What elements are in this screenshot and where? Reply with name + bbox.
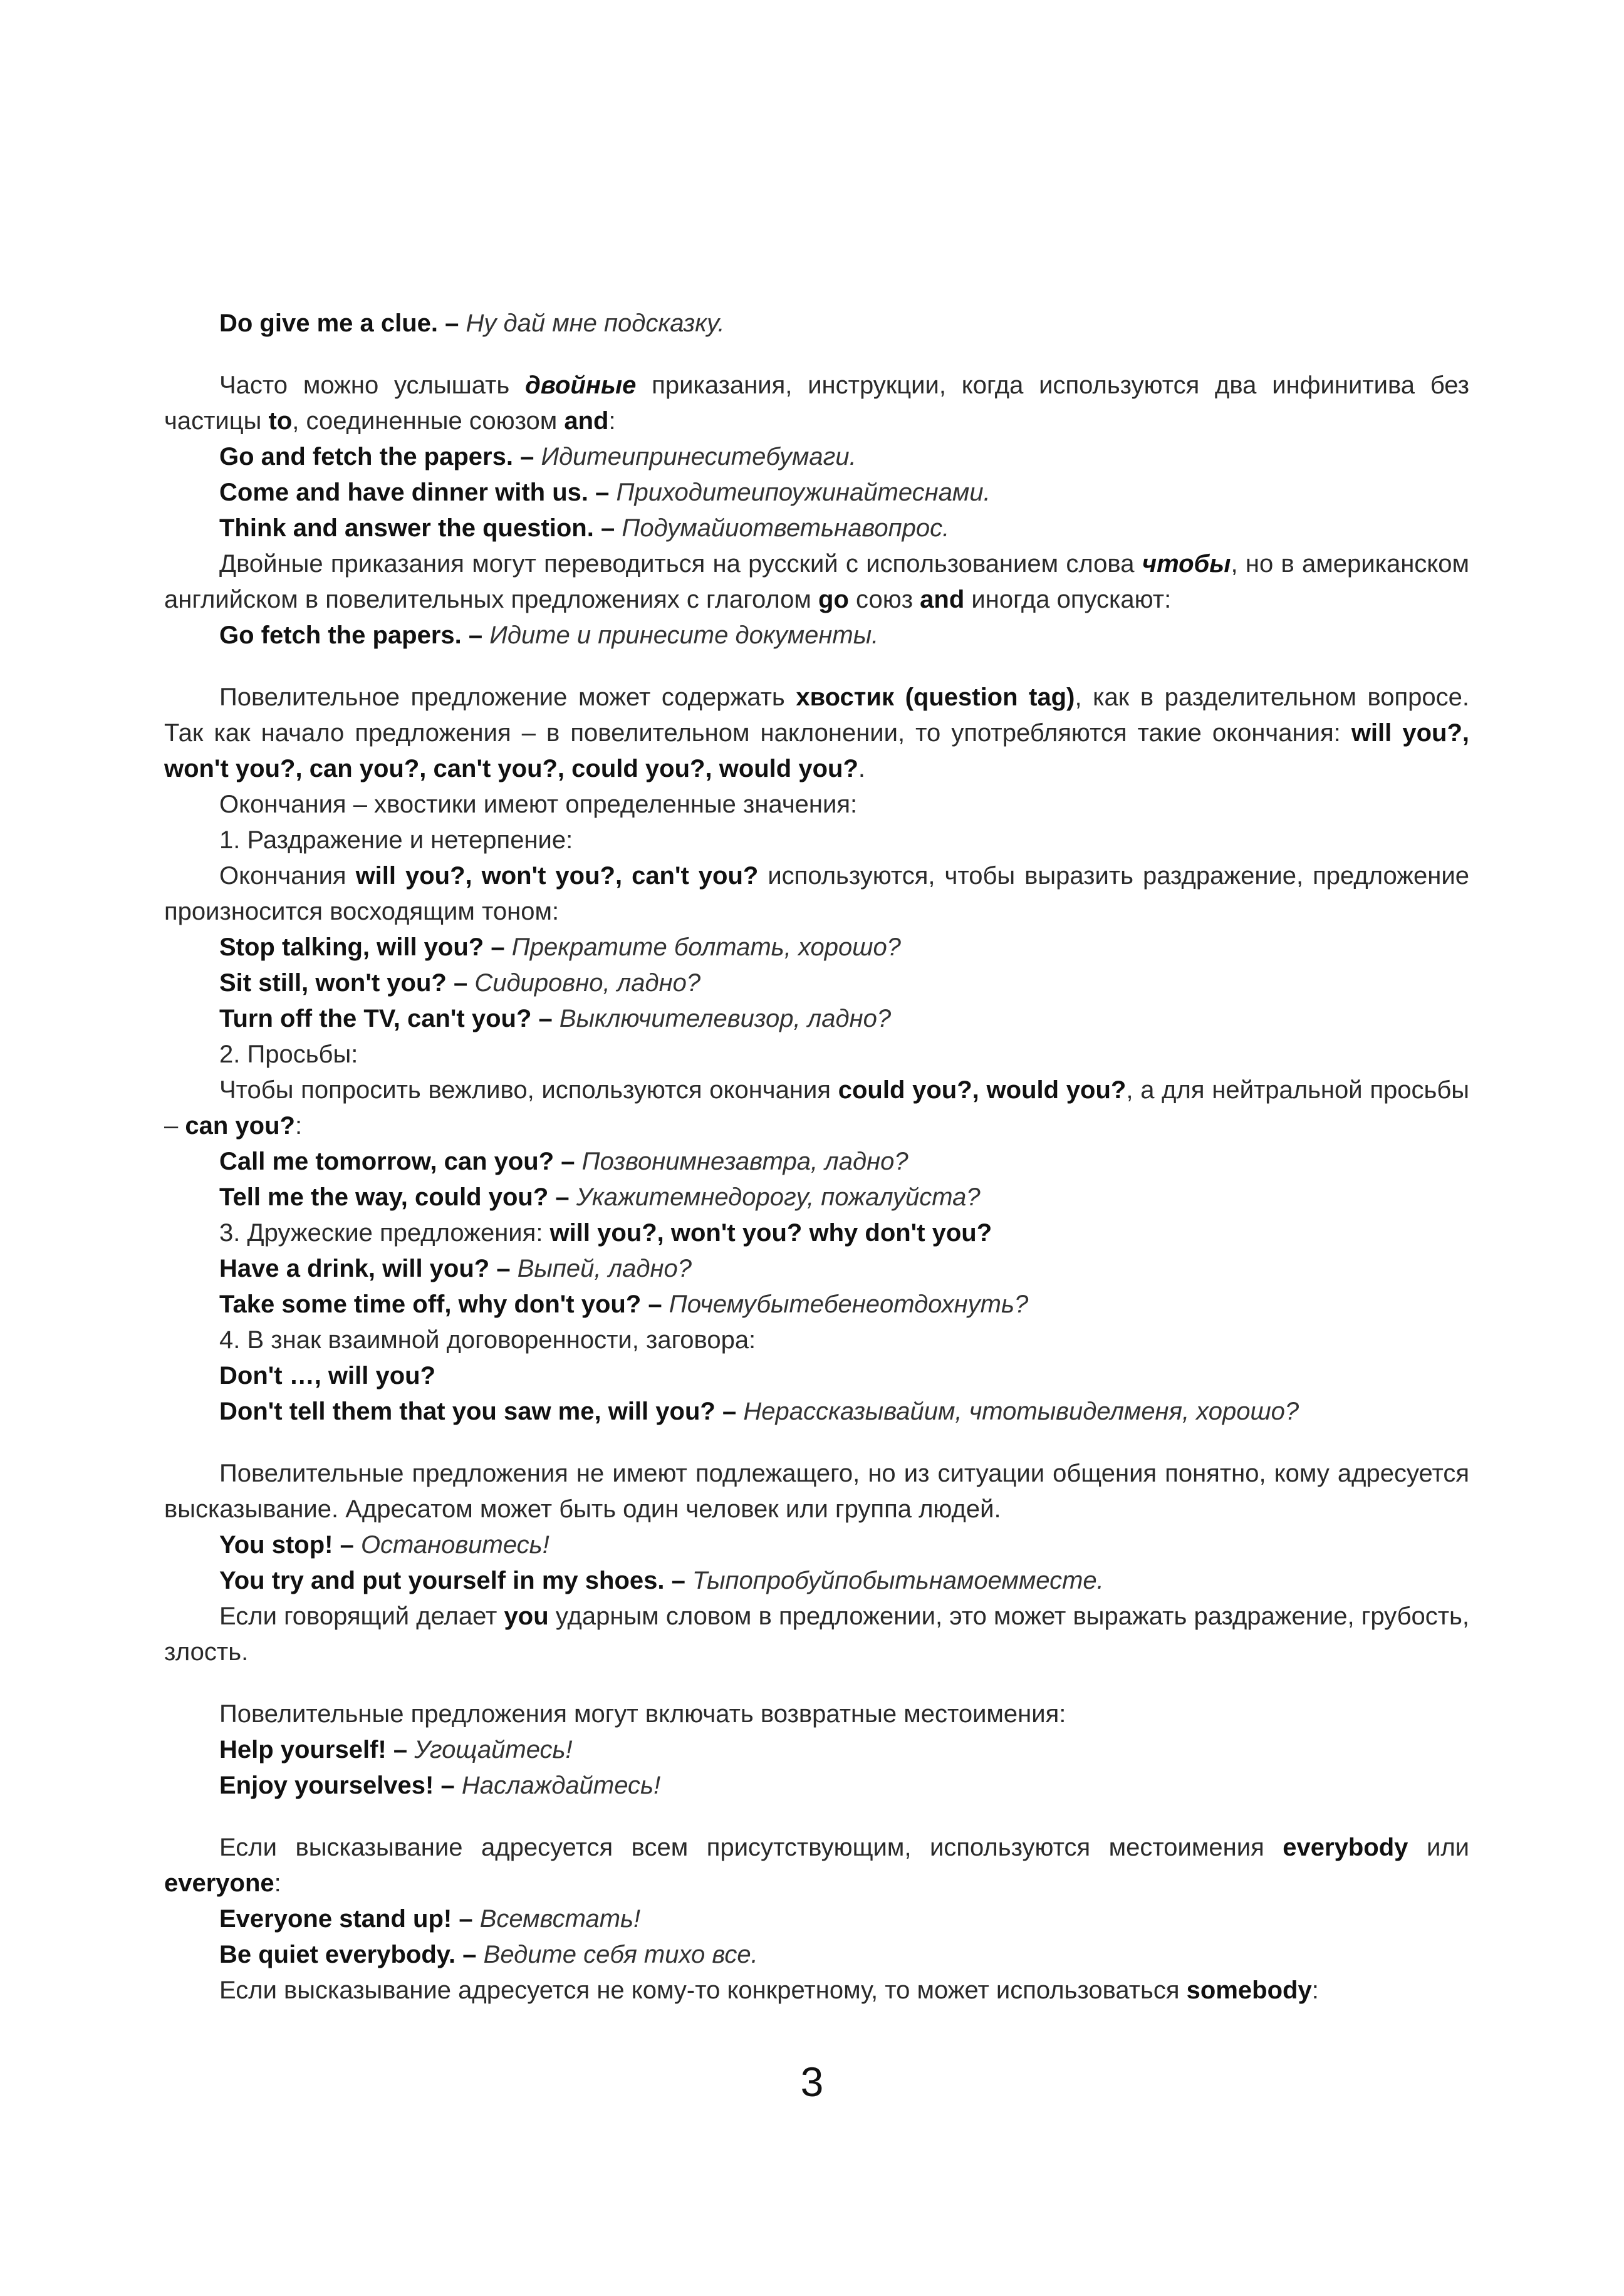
- dash: –: [664, 1567, 692, 1594]
- russian-translation: Сидировно, ладно?: [474, 969, 701, 997]
- paragraph-gap: [164, 653, 1469, 680]
- dash: –: [386, 1736, 415, 1764]
- paragraph-text: Если высказывание адресуется всем присутствующим, используются местоимения: [219, 1834, 1283, 1861]
- emphasized-term: can you?: [185, 1112, 295, 1140]
- paragraph-text: , как в разделительном вопросе. Так как начало предложения – в повелительном наклонении, то употребляются такие окончания:: [164, 683, 1470, 747]
- dash: –: [461, 621, 490, 649]
- emphasized-term: could you?, would you?: [838, 1076, 1127, 1104]
- example-sentence: [164, 511, 1469, 546]
- paragraph-text: Окончания – хвостики имеют определенные значения:: [219, 791, 858, 818]
- body-paragraph: [164, 1830, 1469, 1901]
- english-example: Take some time off, why don't you?: [219, 1291, 642, 1318]
- english-example: Enjoy yourselves!: [219, 1772, 434, 1799]
- dash: –: [489, 1255, 518, 1282]
- english-example: Don't …, will you?: [219, 1362, 436, 1390]
- example-sentence: [164, 475, 1469, 511]
- english-example: You stop!: [219, 1531, 333, 1559]
- english-example: Go fetch the papers.: [219, 621, 462, 649]
- body-paragraph: [164, 823, 1469, 858]
- paragraph-text: ударным словом в предложении, это может выражать раздражение, грубость, злость.: [164, 1603, 1469, 1666]
- emphasized-term: хвостик (question tag): [796, 683, 1075, 711]
- example-sentence: [164, 1527, 1469, 1563]
- emphasized-term: чтобы: [1142, 550, 1231, 578]
- dash: –: [446, 969, 475, 997]
- paragraph-text: Повелительные предложения могут включать возвратные местоимения:: [219, 1700, 1066, 1728]
- example-sentence: [164, 1001, 1469, 1037]
- body-paragraph: [164, 546, 1469, 618]
- russian-translation: Остановитесь!: [360, 1531, 549, 1559]
- english-example: Turn off the TV, can't you?: [219, 1005, 532, 1032]
- example-sentence: [164, 1732, 1469, 1768]
- russian-translation: Выключителевизор, ладно?: [559, 1005, 892, 1032]
- example-sentence: [164, 965, 1469, 1001]
- paragraph-text: 1. Раздражение и нетерпение:: [219, 826, 573, 854]
- body-paragraph: [164, 680, 1469, 787]
- english-example: Help yourself!: [219, 1736, 387, 1764]
- paragraph-text: Если высказывание адресуется не кому-то конкретному, то может использоваться: [219, 1977, 1187, 2004]
- dash: –: [434, 1772, 462, 1799]
- paragraph-text: , соединенные союзом: [292, 407, 565, 435]
- body-paragraph: [164, 858, 1469, 930]
- emphasized-term: and: [920, 586, 965, 613]
- example-sentence: [164, 1563, 1469, 1599]
- emphasized-term: will you?, won't you? why don't you?: [549, 1219, 992, 1247]
- paragraph-text: :: [274, 1869, 281, 1897]
- russian-translation: Ну дай мне подсказку.: [466, 309, 725, 337]
- emphasized-term: will you?, won't you?, can't you?: [355, 862, 759, 890]
- paragraph-text: Повелительное предложение может содержать: [219, 683, 796, 711]
- paragraph-text: или: [1408, 1834, 1469, 1861]
- body-paragraph: [164, 1599, 1469, 1670]
- emphasized-term: go: [818, 586, 849, 613]
- example-sentence: [164, 1358, 1469, 1394]
- english-example: Have a drink, will you?: [219, 1255, 490, 1282]
- paragraph-text: 3. Дружеские предложения:: [219, 1219, 550, 1247]
- russian-translation: Идитеипринеситебумаги.: [541, 443, 856, 470]
- example-sentence: [164, 1768, 1469, 1804]
- paragraph-gap: [164, 1804, 1469, 1830]
- page-number: 3: [800, 2059, 824, 2105]
- paragraph-text: Двойные приказания могут переводиться на русский с использованием слова: [219, 550, 1142, 578]
- example-sentence: [164, 1180, 1469, 1215]
- body-paragraph: [164, 1973, 1469, 2008]
- example-sentence: [164, 618, 1469, 653]
- dash: –: [484, 933, 512, 961]
- english-example: Call me tomorrow, can you?: [219, 1148, 554, 1175]
- english-example: Come and have dinner with us.: [219, 479, 588, 506]
- example-sentence: [164, 1287, 1469, 1322]
- document-page: [164, 306, 1469, 2008]
- russian-translation: Ведите себя тихо все.: [483, 1941, 758, 1968]
- paragraph-text: союз: [848, 586, 920, 613]
- emphasized-term: you: [504, 1603, 549, 1630]
- example-sentence: [164, 306, 1469, 341]
- russian-translation: Укажитемнедорогу, пожалуйста?: [576, 1183, 981, 1211]
- russian-translation: Выпей, ладно?: [517, 1255, 692, 1282]
- emphasized-term: to: [268, 407, 293, 435]
- dash: –: [455, 1941, 484, 1968]
- paragraph-text: Часто можно услышать: [219, 371, 526, 399]
- paragraph-text: .: [858, 755, 866, 782]
- paragraph-text: Повелительные предложения не имеют подлежащего, но из ситуации общения понятно, кому адресуется высказывание. Адресатом может быть один человек или группа людей.: [164, 1460, 1469, 1523]
- russian-translation: Всемвстать!: [479, 1905, 641, 1933]
- english-example: Go and fetch the papers.: [219, 443, 513, 470]
- dash: –: [593, 514, 622, 542]
- dash: –: [548, 1183, 576, 1211]
- paragraph-text: 4. В знак взаимной договоренности, заговора:: [219, 1326, 756, 1354]
- emphasized-term: everybody: [1283, 1834, 1408, 1861]
- english-example: Stop talking, will you?: [219, 933, 484, 961]
- russian-translation: Приходитеипоужинайтеснами.: [616, 479, 991, 506]
- dash: –: [588, 479, 617, 506]
- paragraph-text: :: [294, 1112, 303, 1140]
- example-sentence: [164, 1394, 1469, 1430]
- example-sentence: [164, 1937, 1469, 1973]
- emphasized-term: двойные: [525, 371, 637, 399]
- dash: –: [554, 1148, 582, 1175]
- body-paragraph: [164, 1696, 1469, 1732]
- russian-translation: Идите и принесите документы.: [489, 621, 879, 649]
- paragraph-text: приказания, инструкции, когда используются два инфинитива без частицы: [164, 371, 1469, 435]
- example-sentence: [164, 930, 1469, 965]
- russian-translation: Почемубытебенеотдохнуть?: [669, 1291, 1029, 1318]
- body-paragraph: [164, 1322, 1469, 1358]
- emphasized-term: somebody: [1186, 1977, 1312, 2004]
- english-example: Tell me the way, could you?: [219, 1183, 549, 1211]
- body-paragraph: [164, 1215, 1469, 1251]
- paragraph-text: иногда опускают:: [964, 586, 1172, 613]
- example-sentence: [164, 1901, 1469, 1937]
- paragraph-text: используются, чтобы выразить раздражение, предложение произносится восходящим тоном:: [164, 862, 1469, 925]
- paragraph-text: 2. Просьбы:: [219, 1041, 358, 1068]
- body-paragraph: [164, 787, 1469, 823]
- paragraph-gap: [164, 1430, 1469, 1456]
- body-paragraph: [164, 1037, 1469, 1073]
- russian-translation: Угощайтесь!: [414, 1736, 573, 1764]
- dash: –: [513, 443, 541, 470]
- paragraph-text: :: [1311, 1977, 1319, 2004]
- paragraph-text: :: [608, 407, 616, 435]
- english-example: You try and put yourself in my shoes.: [219, 1567, 665, 1594]
- emphasized-term: and: [564, 407, 609, 435]
- paragraph-text: Чтобы попросить вежливо, используются окончания: [219, 1076, 838, 1104]
- paragraph-text: , но в американском английском в повелительных предложениях с глаголом: [164, 550, 1469, 613]
- paragraph-text: Если говорящий делает: [219, 1603, 504, 1630]
- english-example: Be quiet everybody.: [219, 1941, 456, 1968]
- paragraph-gap: [164, 1670, 1469, 1696]
- english-example: Think and answer the question.: [219, 514, 594, 542]
- paragraph-gap: [164, 341, 1469, 368]
- russian-translation: Прекратите болтать, хорошо?: [511, 933, 901, 961]
- dash: –: [333, 1531, 361, 1559]
- dash: –: [531, 1005, 560, 1032]
- example-sentence: [164, 1251, 1469, 1287]
- russian-translation: Наслаждайтесь!: [461, 1772, 661, 1799]
- dash: –: [641, 1291, 669, 1318]
- paragraph-text: , а для нейтральной просьбы –: [164, 1076, 1470, 1140]
- body-paragraph: [164, 1073, 1469, 1144]
- example-sentence: [164, 1144, 1469, 1180]
- russian-translation: Нерассказывайим, чтотывиделменя, хорошо?: [743, 1398, 1299, 1425]
- english-example: Don't tell them that you saw me, will you?: [219, 1398, 716, 1425]
- body-paragraph: [164, 368, 1469, 439]
- english-example: Sit still, won't you?: [219, 969, 447, 997]
- russian-translation: Подумайиответьнавопрос.: [622, 514, 950, 542]
- body-paragraph: [164, 1456, 1469, 1527]
- english-example: Do give me a clue.: [219, 309, 439, 337]
- english-example: Everyone stand up!: [219, 1905, 452, 1933]
- dash: –: [438, 309, 466, 337]
- example-sentence: [164, 439, 1469, 475]
- dash: –: [452, 1905, 480, 1933]
- dash: –: [715, 1398, 744, 1425]
- emphasized-term: everyone: [164, 1869, 274, 1897]
- paragraph-text: Окончания: [219, 862, 356, 890]
- emphasized-term: will you?, won't you?, can you?, can't you?, could you?, would you?: [164, 719, 1470, 782]
- russian-translation: Тыпопробуйпобытьнамоемместе.: [692, 1567, 1104, 1594]
- russian-translation: Позвонимнезавтра, ладно?: [581, 1148, 908, 1175]
